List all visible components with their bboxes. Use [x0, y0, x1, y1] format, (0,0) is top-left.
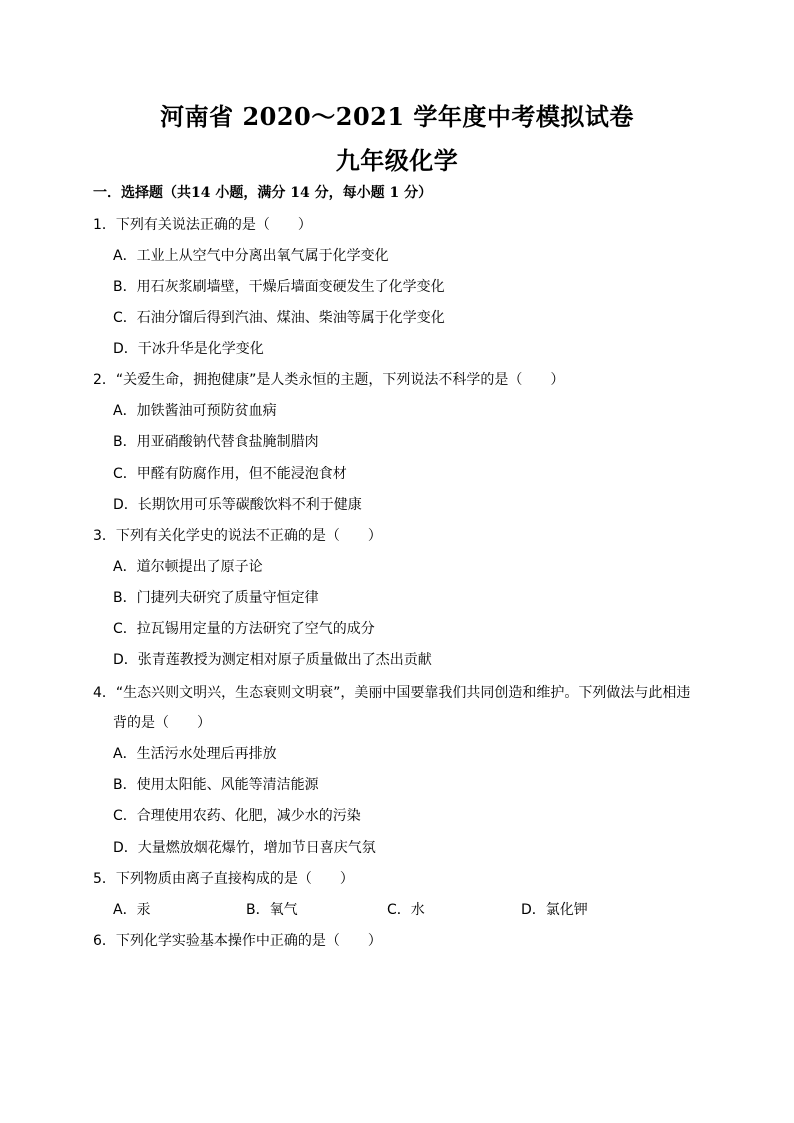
question-1-option-c: C．石油分馏后得到汽油、煤油、柴油等属于化学变化: [113, 310, 445, 326]
exam-title: 河南省 2020～2021 学年度中考模拟试卷: [160, 102, 634, 131]
question-4-option-b: B．使用太阳能、风能等清洁能源: [113, 777, 319, 793]
question-4-option-d: D．大量燃放烟花爆竹，增加节日喜庆气氛: [113, 840, 376, 856]
question-2-stem: 2．“关爱生命，拥抱健康”是人类永恒的主题，下列说法不科学的是（ ）: [93, 372, 565, 388]
question-2-option-b: B．用亚硝酸钠代替食盐腌制腊肉: [113, 434, 319, 450]
question-5-option-b: B．氧气: [246, 902, 298, 918]
question-4-option-a: A．生活污水处理后再排放: [113, 746, 277, 762]
question-5-option-d: D．氯化钾: [521, 902, 588, 918]
question-6-stem: 6．下列化学实验基本操作中正确的是（ ）: [93, 933, 382, 949]
question-3-option-d: D．张青莲教授为测定相对原子质量做出了杰出贡献: [113, 652, 432, 668]
question-2-option-c: C．甲醛有防腐作用，但不能浸泡食材: [113, 466, 347, 482]
question-2-option-a: A．加铁酱油可预防贫血病: [113, 403, 277, 419]
question-3-stem: 3．下列有关化学史的说法不正确的是（ ）: [93, 528, 382, 544]
question-4-option-c: C．合理使用农药、化肥，减少水的污染: [113, 808, 361, 824]
question-5-option-c: C．水: [387, 902, 425, 918]
question-2-option-d: D．长期饮用可乐等碳酸饮料不利于健康: [113, 497, 362, 513]
question-4-stem-continued: 背的是（ ）: [113, 715, 211, 731]
section-heading: 一．选择题（共14 小题，满分 14 分，每小题 1 分）: [93, 185, 433, 201]
question-5-stem: 5．下列物质由离子直接构成的是（ ）: [93, 871, 354, 887]
exam-subtitle: 九年级化学: [335, 146, 459, 175]
question-1-option-b: B．用石灰浆刷墙壁，干燥后墙面变硬发生了化学变化: [113, 279, 445, 295]
question-3-option-c: C．拉瓦锡用定量的方法研究了空气的成分: [113, 621, 375, 637]
question-3-option-b: B．门捷列夫研究了质量守恒定律: [113, 590, 319, 606]
question-4-stem: 4．“生态兴则文明兴，生态衰则文明衰”，美丽中国要靠我们共同创造和维护。下列做法与此相违: [93, 685, 691, 701]
question-1-stem: 1．下列有关说法正确的是（ ）: [93, 217, 312, 233]
question-1-option-d: D．干冰升华是化学变化: [113, 341, 264, 357]
question-5-option-a: A．汞: [113, 902, 151, 918]
question-3-option-a: A．道尔顿提出了原子论: [113, 559, 263, 575]
question-1-option-a: A．工业上从空气中分离出氧气属于化学变化: [113, 248, 389, 264]
